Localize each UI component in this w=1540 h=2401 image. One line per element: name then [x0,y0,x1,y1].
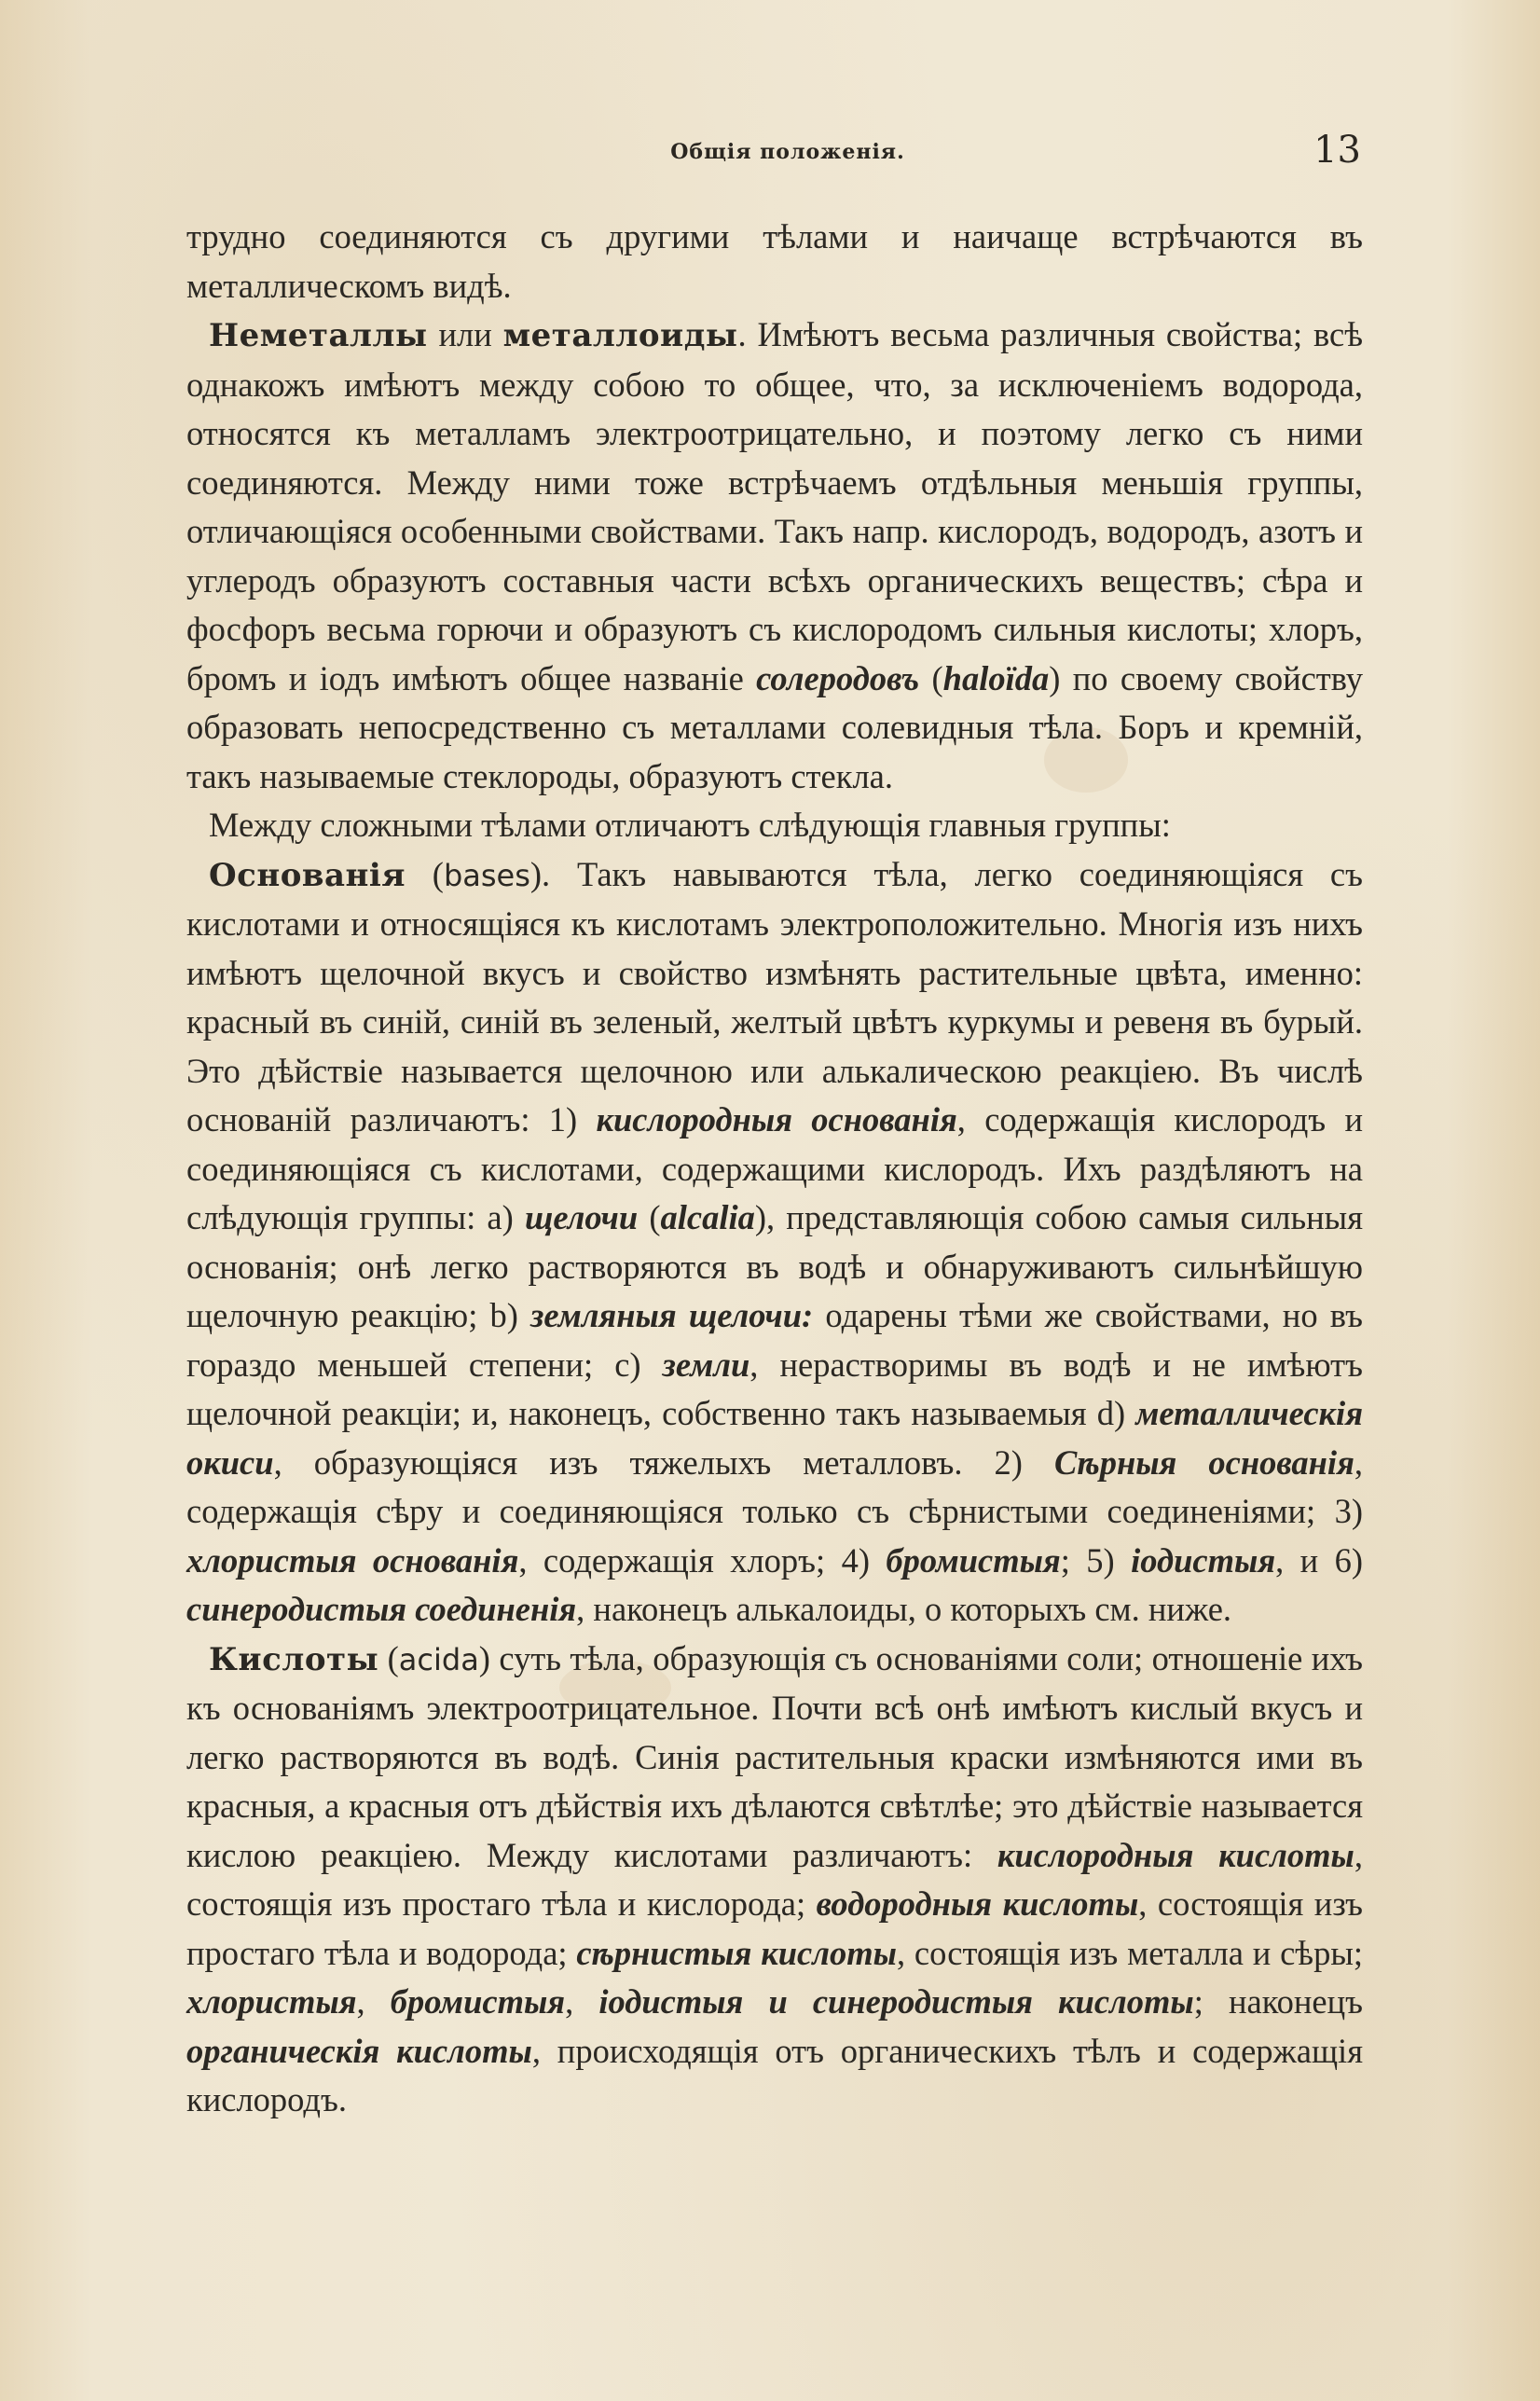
text-run: ( [638,1198,661,1236]
italic-term: водородныя кислоты [816,1884,1139,1923]
text-run: , нерастворимы въ водѣ и не имѣютъ щелочной реакціи; и, наконецъ, собственно такъ называемыя d) [186,1345,1363,1432]
term-heading: Неметаллы [209,317,428,354]
italic-term: бромистыя [390,1982,566,2021]
italic-term: іодистыя [1131,1540,1276,1580]
text-run: ( [405,854,444,893]
text-run: , наконецъ алькалоиды, о которыхъ см. ниже. [576,1590,1232,1628]
text-run: , [356,1982,391,2021]
text-run: трудно соединяются съ другими тѣлами и наичаще встрѣчаются въ металлическомъ видѣ. [186,217,1363,305]
italic-term: сѣрнистыя кислоты [576,1933,897,1972]
italic-term: органическія кислоты [186,2031,532,2070]
body-text [186,213,1363,2125]
text-run: одарены тѣми же свойствами, но въ гораздо меньшей степени; c) [186,1296,1363,1384]
italic-term: іодистыя и синеродистыя кислоты [598,1982,1194,2021]
text-run: или [427,315,503,353]
italic-term: земли [662,1345,750,1384]
italic-term: alcalia [660,1198,755,1236]
text-run: . Имѣютъ весьма различныя свойства; всѣ однакожъ имѣютъ между собою то общее, что, за исключеніемъ водорода, относятся къ металламъ электроотрицательно, и поэтому легко съ ними соединяются. Между ними тоже встрѣчаемъ отдѣльныя меньшія группы, отличающіяся особенными свойствами. Такъ напр. кислородъ, водородъ, азотъ и углеродъ образуютъ составныя части всѣхъ органическихъ веществъ; сѣра и фосфоръ весьма горючи и образуютъ съ кислородомъ сильныя кислоты; хлоръ, бромъ и іодъ имѣютъ общее названіе [186,315,1364,697]
italic-term: синеродистыя соединенія [186,1590,577,1628]
text-run: , состоящія изъ простаго тѣла и водорода; [186,1884,1363,1972]
text-run: ( [919,658,943,697]
text-run: , образующіяся изъ тяжелыхъ металловъ. 2) [273,1442,1054,1482]
italic-term: бромистыя [886,1540,1061,1580]
term-heading: Основанія [209,856,406,894]
italic-term: кислородныя кислоты [997,1835,1354,1874]
text-run: , содержащія хлоръ; 4) [518,1540,887,1580]
text-run: , состоящія изъ металла и сѣры; [896,1933,1364,1972]
italic-term: солеродовъ [756,658,920,697]
paragraph-acids [186,1635,1363,2125]
paragraph-nonmetals [186,310,1363,801]
term-heading: металлоиды [502,317,738,354]
text-run: ; 5) [1060,1540,1132,1580]
italic-term: щелочи [524,1198,639,1236]
italic-term: земляныя щелочи: [530,1296,814,1334]
paragraph-compound-groups [186,801,1363,850]
term-heading: Кислоты [209,1640,379,1678]
italic-term: хлористыя основанія [186,1540,519,1580]
text-run: , [565,1982,599,2021]
running-head [214,129,1361,185]
latin-term: bases [443,857,530,893]
running-head-title: Общія положенія. [670,140,905,164]
italic-term: Сѣрныя основанія [1054,1442,1354,1482]
text-run: ( [378,1638,399,1677]
italic-term: кислородныя основанія [596,1100,957,1138]
text-run: , и 6) [1275,1540,1364,1580]
text-run: , происходящія отъ органическихъ тѣлъ и содержащія кислородъ. [186,2031,1363,2118]
text-run: , содержащія кислородъ и соединяющіяся съ кислотами, содержащими кислородъ. Ихъ раздѣляютъ на слѣдующія группы: a) [186,1100,1364,1236]
italic-term: haloïda [942,658,1050,697]
latin-term: acida [398,1641,479,1677]
text-run: ), представляющія собою самыя сильныя основанія; онѣ легко растворяются въ водѣ и обнаруживаютъ сильнѣйшую щелочную реакцію; b) [186,1198,1363,1334]
italic-term: хлористыя [186,1982,357,2021]
italic-term: металлическія окиси [186,1394,1363,1482]
text-run: , состоящія изъ простаго тѣла и кислорода; [186,1835,1363,1923]
paragraph-continuation [186,213,1363,310]
text-run: ). Такъ навываются тѣла, легко соединяющіяся съ кислотами и относящіяся къ кислотамъ электроположительно. Многія изъ нихъ имѣютъ щелочной вкусъ и свойство измѣнять растительные цвѣта, именно: красный въ синій, синій въ зеленый, желтый цвѣтъ куркумы и ревеня въ бурый. Это дѣйствіе называется щелочною или алькалическою реакціею. Въ числѣ основаній различаютъ: 1) [186,854,1364,1138]
text-run: ; наконецъ [1193,1982,1364,2021]
text-run: ) суть тѣла, образующія съ основаніями соли; отношеніе ихъ къ основаніямъ электроотрицательное. Почти всѣ онѣ имѣютъ кислый вкусъ и легко растворяются въ водѣ. Синія растительныя краски измѣняются ими въ красныя, а красныя отъ дѣйствія ихъ дѣлаются свѣтлѣе; это дѣйствіе называется кислою реакціею. Между кислотами различаютъ: [186,1638,1364,1874]
page-number: 13 [1313,129,1361,172]
paragraph-bases [186,850,1363,1635]
text-run: Между сложными тѣлами отличаютъ слѣдующія главныя группы: [209,806,1171,844]
text-run: , содержащія сѣру и соединяющіяся только съ сѣрнистыми соединеніями; 3) [186,1442,1363,1530]
text-run: ) по своему свойству образовать непосредственно съ металлами солевидныя тѣла. Боръ и кремній, такъ называемые стеклороды, образуютъ стекла. [186,658,1363,795]
